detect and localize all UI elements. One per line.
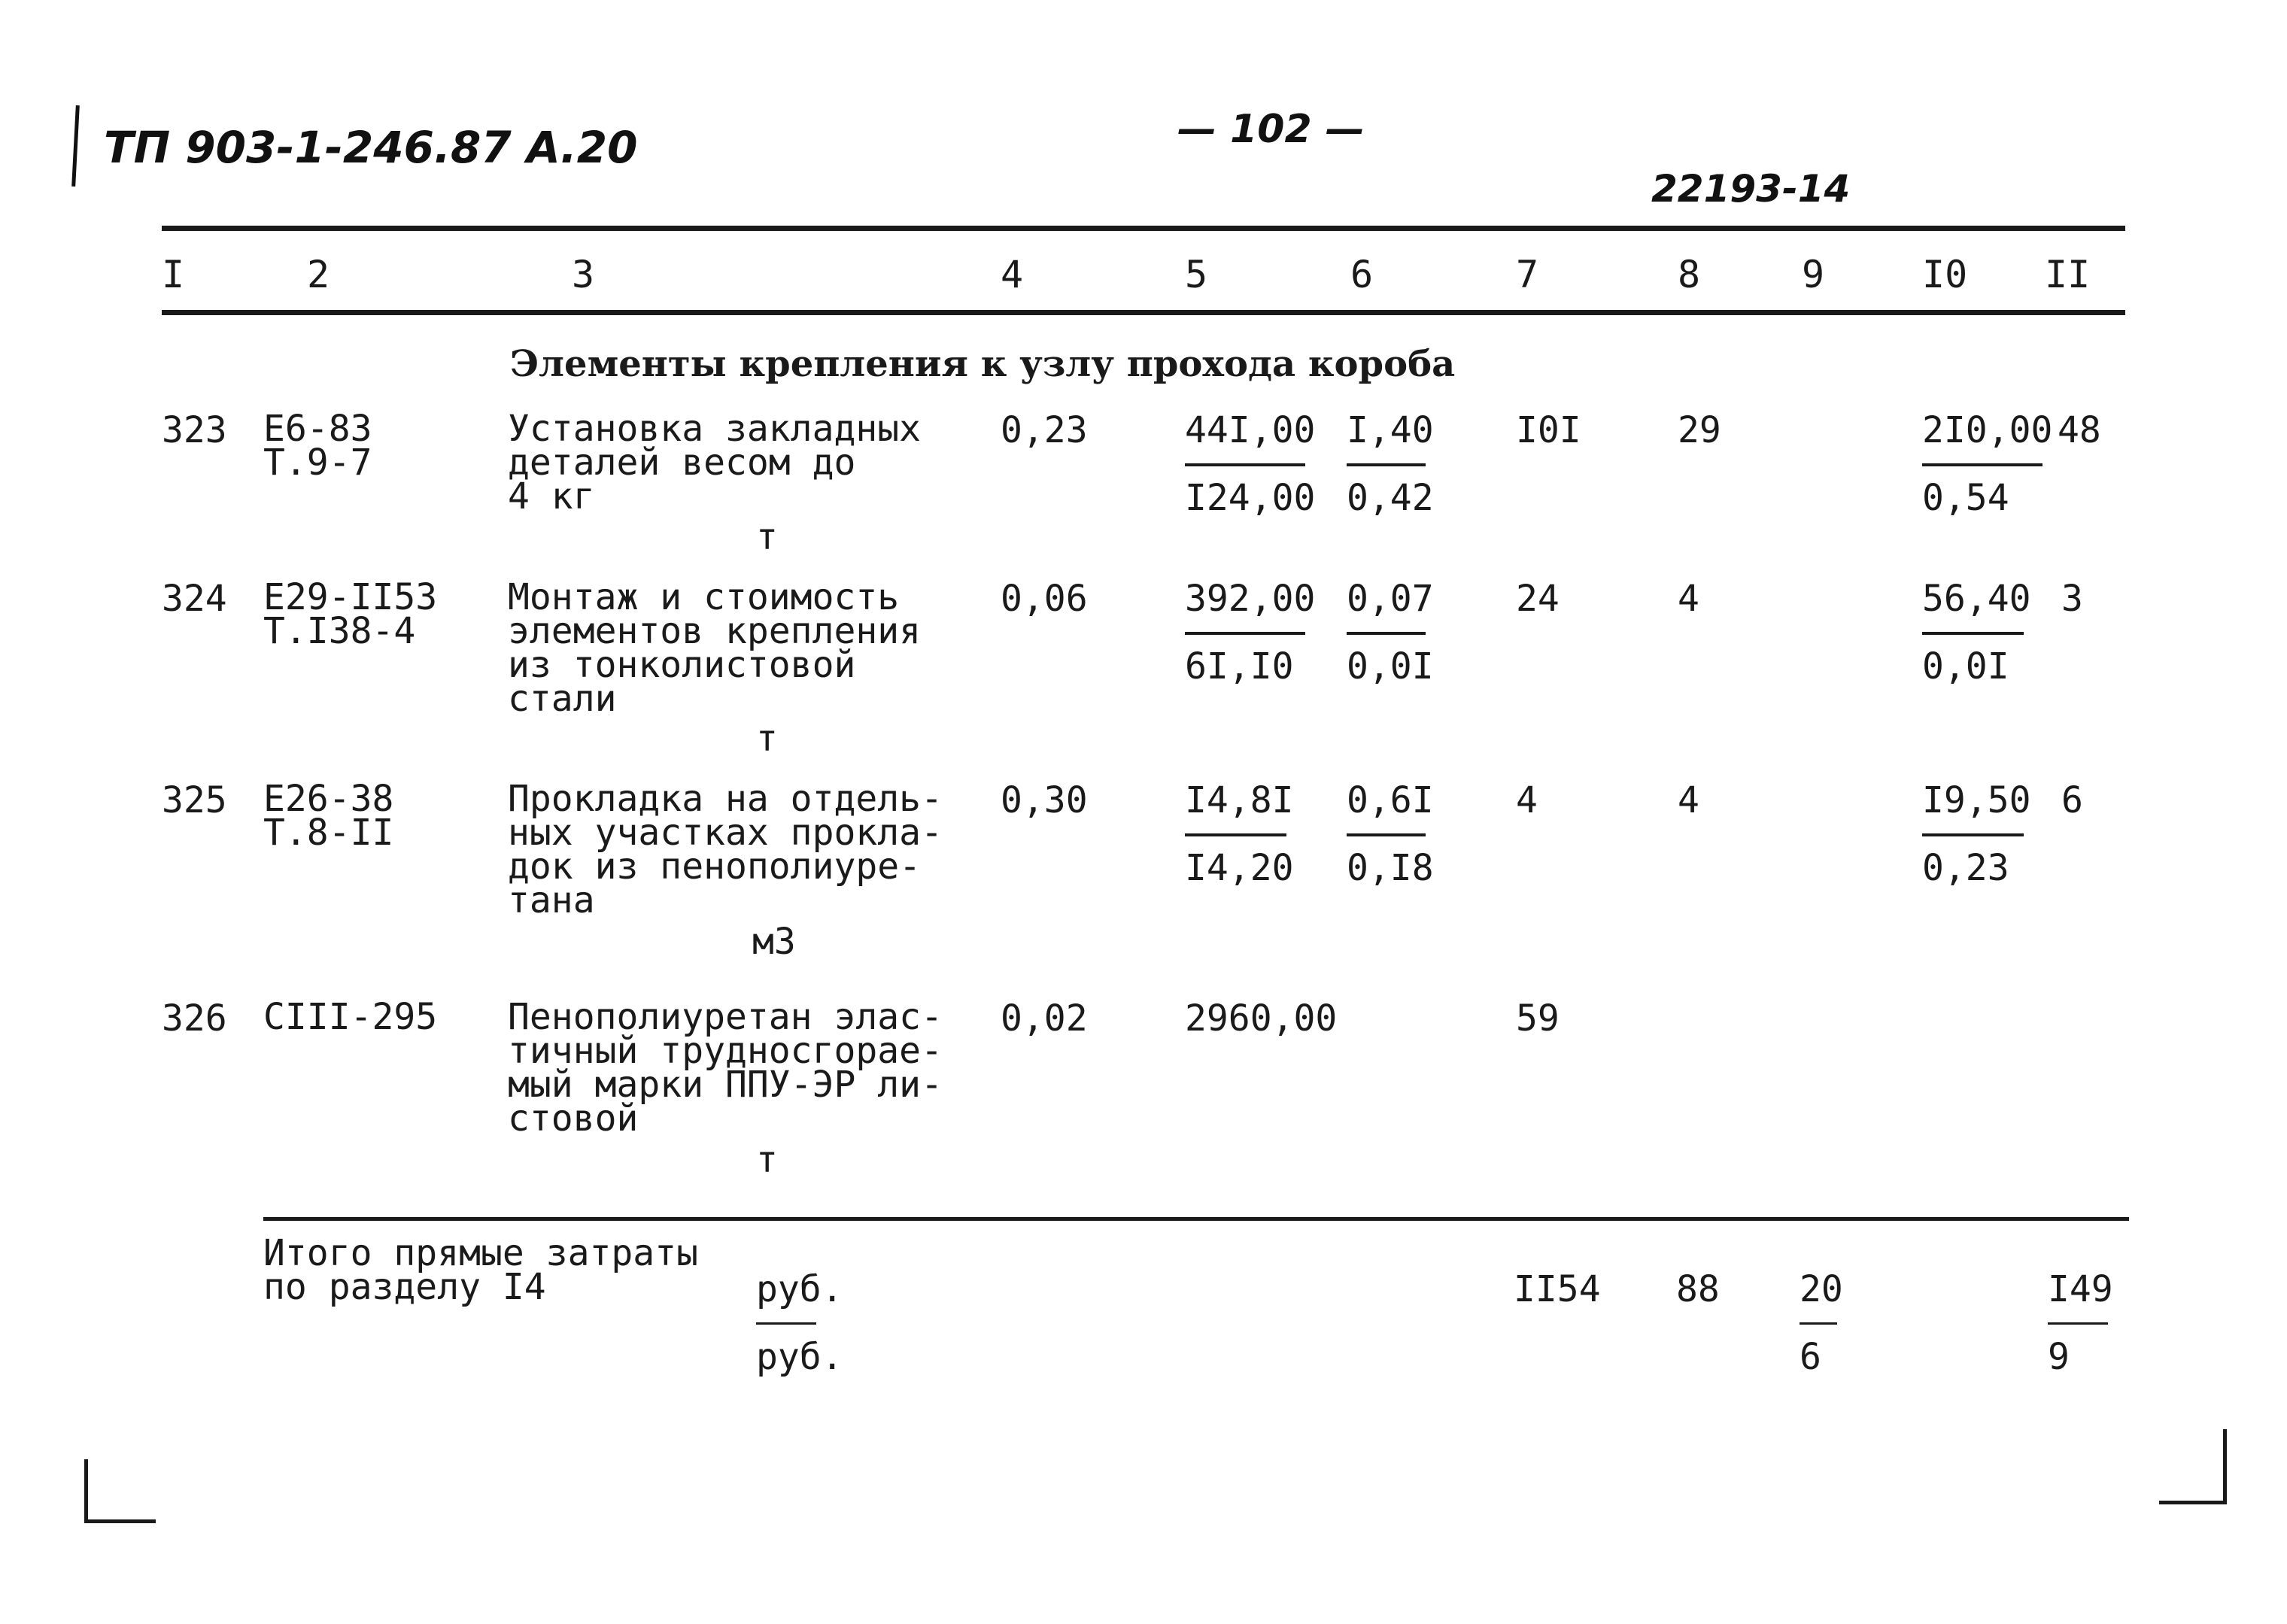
fraction-bar — [1347, 632, 1426, 635]
wages: 29 — [1678, 409, 1721, 451]
work-name: Установка закладных деталей весом до 4 кг — [508, 408, 922, 518]
col-header-8: 8 — [1678, 253, 1701, 296]
rate-code: Е29-II53 Т.I38-4 — [263, 576, 438, 652]
page-number: — 102 — — [1177, 107, 1365, 152]
unit-cost-top: 392,00 — [1185, 578, 1316, 620]
col6-bottom: 0,42 — [1347, 477, 1434, 519]
table-top-rule — [162, 226, 2125, 231]
fraction-bar — [1185, 833, 1286, 836]
unit: т — [756, 1139, 778, 1181]
totals-unit-bottom: руб. — [756, 1336, 843, 1378]
fraction-bar — [1922, 463, 2043, 466]
unit-cost-bottom: I24,00 — [1185, 477, 1316, 519]
corner-mark-bottom-left — [84, 1459, 156, 1523]
col10-top: 56,40 — [1922, 578, 2031, 620]
totals-col11-bottom: 9 — [2048, 1336, 2070, 1378]
totals-col9-bottom: 6 — [1800, 1336, 1821, 1378]
col10-bottom: 0,0I — [1922, 645, 2009, 688]
col11-value: 48 — [2058, 409, 2101, 451]
unit-cost-top: I4,8I — [1185, 779, 1294, 821]
quantity: 0,23 — [1001, 409, 1088, 451]
unit-cost: 2960,00 — [1185, 997, 1338, 1040]
unit: т — [756, 516, 778, 558]
totals-col9-top: 20 — [1800, 1268, 1843, 1310]
col-header-6: 6 — [1350, 253, 1374, 296]
col11-value: 6 — [2061, 779, 2083, 821]
totals-label: Итого прямые затраты по разделу I4 — [263, 1232, 698, 1308]
col-header-2: 2 — [307, 253, 330, 296]
totals-total-cost: II54 — [1514, 1268, 1601, 1310]
col10-top: I9,50 — [1922, 779, 2031, 821]
total-cost: 4 — [1516, 779, 1538, 821]
corner-mark-bottom-right — [2159, 1429, 2227, 1504]
work-name: Пенополиуретан элас- тичный трудносгорае- мый марки ППУ-ЭР ли- стовой — [508, 996, 943, 1140]
row-number: 323 — [162, 409, 227, 451]
col-header-10: I0 — [1922, 253, 1968, 296]
col-header-11: II — [2045, 253, 2091, 296]
unit-cost-bottom: 6I,I0 — [1185, 645, 1294, 688]
unit: м3 — [752, 921, 796, 963]
fraction-bar — [1347, 463, 1426, 466]
col10-bottom: 0,54 — [1922, 477, 2009, 519]
document-code: ТП 903-1-246.87 А.20 — [104, 122, 638, 173]
col10-bottom: 0,23 — [1922, 847, 2009, 889]
registration-number: 22193-14 — [1651, 167, 1851, 211]
totals-rule — [263, 1217, 2129, 1221]
col-header-3: 3 — [572, 253, 595, 296]
total-cost: 59 — [1516, 997, 1560, 1040]
margin-bracket — [71, 105, 80, 187]
header-bottom-rule — [162, 310, 2125, 315]
quantity: 0,06 — [1001, 578, 1088, 620]
section-title: Элементы крепления к узлу прохода короба — [510, 343, 1456, 385]
col6-top: 0,6I — [1347, 779, 1434, 821]
totals-wages: 88 — [1676, 1268, 1720, 1310]
fraction-bar — [1185, 632, 1305, 635]
col-header-9: 9 — [1802, 253, 1825, 296]
row-number: 324 — [162, 578, 227, 620]
unit: т — [756, 718, 778, 760]
wages: 4 — [1678, 779, 1699, 821]
totals-col11-top: I49 — [2048, 1268, 2113, 1310]
col11-value: 3 — [2061, 578, 2083, 620]
work-name: Прокладка на отдель- ных участках прокла- док из пенополиуре- тана — [508, 778, 943, 921]
totals-unit-top: руб. — [756, 1268, 843, 1310]
total-cost: I0I — [1516, 409, 1581, 451]
quantity: 0,02 — [1001, 997, 1088, 1040]
fraction-bar — [1185, 463, 1305, 466]
col-header-4: 4 — [1001, 253, 1024, 296]
unit-cost-bottom: I4,20 — [1185, 847, 1294, 889]
rate-code: Е6-83 Т.9-7 — [263, 408, 372, 484]
quantity: 0,30 — [1001, 779, 1088, 821]
col-header-5: 5 — [1185, 253, 1208, 296]
work-name: Монтаж и стоимость элементов крепления из тонколистовой стали — [508, 576, 922, 720]
col6-bottom: 0,0I — [1347, 645, 1434, 688]
rate-code: Е26-38 Т.8-II — [263, 778, 394, 854]
col10-top: 2I0,00 — [1922, 409, 2053, 451]
col6-top: 0,07 — [1347, 578, 1434, 620]
fraction-bar — [1922, 632, 2024, 635]
wages: 4 — [1678, 578, 1699, 620]
col-header-7: 7 — [1516, 253, 1539, 296]
fraction-bar — [756, 1322, 816, 1325]
fraction-bar — [1800, 1322, 1837, 1325]
fraction-bar — [1922, 833, 2024, 836]
row-number: 326 — [162, 997, 227, 1040]
rate-code: СIII-295 — [263, 996, 438, 1038]
col6-top: I,40 — [1347, 409, 1434, 451]
fraction-bar — [1347, 833, 1426, 836]
col6-bottom: 0,I8 — [1347, 847, 1434, 889]
unit-cost-top: 44I,00 — [1185, 409, 1316, 451]
total-cost: 24 — [1516, 578, 1560, 620]
row-number: 325 — [162, 779, 227, 821]
fraction-bar — [2048, 1322, 2108, 1325]
col-header-1: I — [162, 253, 185, 296]
